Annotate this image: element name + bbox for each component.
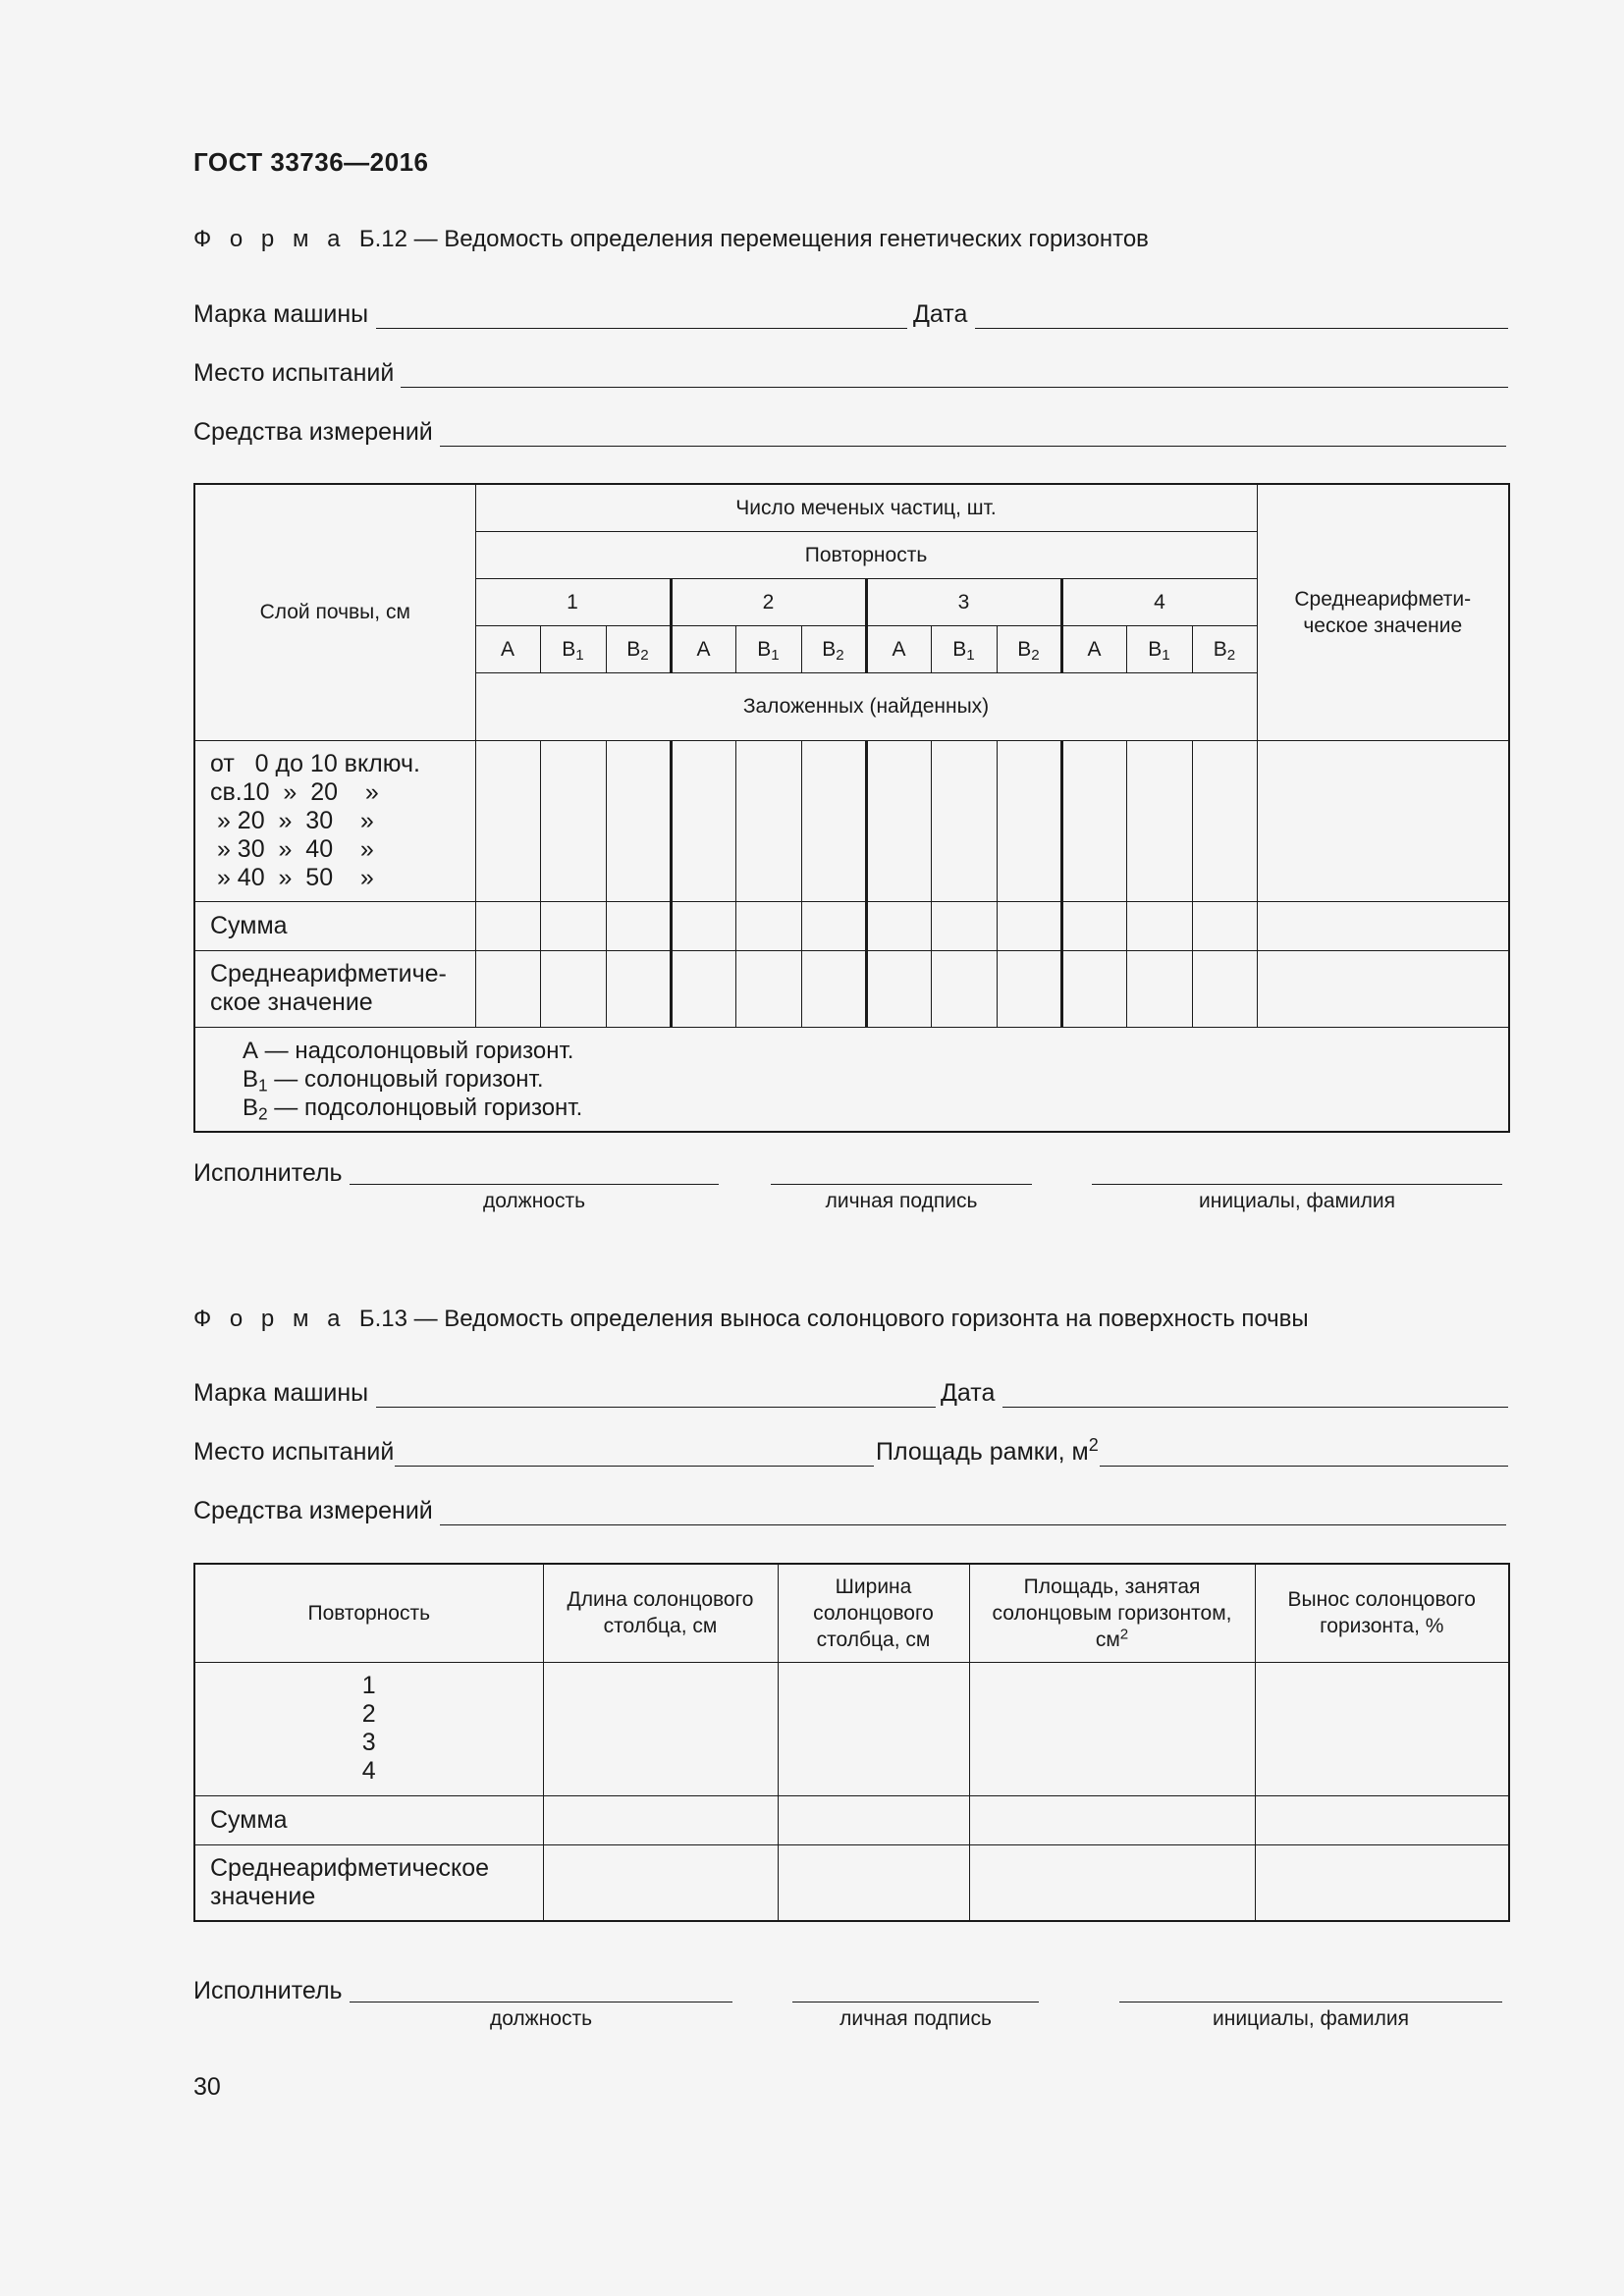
subheader-b2: $В_2$	[801, 625, 866, 672]
data-cell[interactable]	[1126, 901, 1192, 950]
form12-date-label: Дата	[913, 300, 968, 328]
header-repeat: Повторность	[194, 1564, 543, 1662]
data-cell[interactable]	[931, 950, 997, 1027]
form13-machine-field[interactable]	[376, 1407, 936, 1408]
form12-initials-field[interactable]	[1092, 1184, 1502, 1185]
header-repeat-2: 2	[671, 578, 866, 625]
data-cell[interactable]	[475, 740, 540, 901]
subheader-a: А	[475, 625, 540, 672]
form13-date-field[interactable]	[1002, 1407, 1508, 1408]
header-repeat-1: 1	[475, 578, 671, 625]
data-cell[interactable]	[801, 740, 866, 901]
form13-place-field[interactable]	[395, 1466, 874, 1467]
subheader-a: А	[671, 625, 735, 672]
data-cell[interactable]	[540, 740, 606, 901]
subheader-b2: $В_2$	[997, 625, 1061, 672]
form12-means-field[interactable]	[440, 446, 1506, 447]
header-width: Ширина солонцового столбца, см	[778, 1564, 969, 1662]
data-cell[interactable]	[540, 950, 606, 1027]
data-cell[interactable]	[866, 901, 931, 950]
data-cell[interactable]	[1257, 950, 1509, 1027]
form13-place-label: Место испытаний	[193, 1438, 395, 1466]
data-cell[interactable]	[1061, 740, 1126, 901]
form13-means-field[interactable]	[440, 1524, 1506, 1525]
data-cell[interactable]	[543, 1795, 778, 1844]
layer-row: св.10 » 20 »	[210, 777, 379, 806]
data-cell[interactable]	[778, 1795, 969, 1844]
form12-table	[193, 483, 1510, 1133]
data-cell[interactable]	[1061, 901, 1126, 950]
data-cell[interactable]	[969, 1795, 1255, 1844]
data-cell[interactable]	[1257, 740, 1509, 901]
data-cell[interactable]	[931, 740, 997, 901]
subheader-b1: $В_1$	[931, 625, 997, 672]
header-output: Вынос солонцового горизонта, %	[1255, 1564, 1509, 1662]
subheader-b2: $В_2$	[1192, 625, 1257, 672]
legend-a: А — надсолонцовый горизонт.	[243, 1037, 574, 1064]
layers-cell	[194, 740, 475, 901]
form12-date-field[interactable]	[975, 328, 1508, 329]
repeat-row: 1	[361, 1672, 376, 1699]
form13-position-caption: должность	[489, 2007, 593, 2030]
form13-area-field[interactable]	[1100, 1466, 1508, 1467]
header-laid: Заложенных (найденных)	[475, 672, 1257, 740]
header-repeat-3: 3	[866, 578, 1061, 625]
data-cell[interactable]	[1192, 740, 1257, 901]
form12-machine-field[interactable]	[376, 328, 907, 329]
form12-place-field[interactable]	[401, 387, 1508, 388]
data-cell[interactable]	[543, 1844, 778, 1921]
header-particles: Число меченых частиц, шт.	[475, 484, 1257, 531]
document-title: ГОСТ 33736—2016	[193, 147, 429, 177]
header-layer: Слой почвы, см	[194, 484, 475, 740]
legend	[194, 1027, 1509, 1132]
form12-signature-caption: личная подпись	[825, 1190, 978, 1212]
form12-signature-field[interactable]	[771, 1184, 1032, 1185]
header-repeat-4: 4	[1061, 578, 1257, 625]
data-cell[interactable]	[543, 1662, 778, 1795]
data-cell[interactable]	[866, 740, 931, 901]
data-cell[interactable]	[931, 901, 997, 950]
data-cell[interactable]	[1255, 1662, 1509, 1795]
form12-executor-label: Исполнитель	[193, 1159, 343, 1187]
layer-row: » 30 » 40 »	[210, 834, 374, 863]
data-cell[interactable]	[1126, 740, 1192, 901]
form13-executor-label: Исполнитель	[193, 1977, 343, 2004]
data-cell[interactable]	[801, 901, 866, 950]
repeats-cell	[194, 1662, 543, 1795]
data-cell[interactable]	[969, 1844, 1255, 1921]
form12-machine-label: Марка машины	[193, 300, 369, 328]
form13-title	[193, 1306, 1309, 1333]
repeat-row: 4	[361, 1757, 376, 1785]
subheader-b1: $В_1$	[1126, 625, 1192, 672]
data-cell[interactable]	[997, 901, 1061, 950]
data-cell[interactable]	[1126, 950, 1192, 1027]
form13-word: Ф о р м а	[193, 1306, 347, 1332]
data-cell[interactable]	[1061, 950, 1126, 1027]
form13-area-label: Площадь рамки, $м^2$	[876, 1435, 1099, 1466]
data-cell[interactable]	[1192, 901, 1257, 950]
form12-initials-caption: инициалы, фамилия	[1199, 1190, 1395, 1212]
data-cell[interactable]	[866, 950, 931, 1027]
form12-means-label: Средства измерений	[193, 418, 433, 446]
data-cell[interactable]	[778, 1662, 969, 1795]
data-cell[interactable]	[606, 901, 671, 950]
data-cell[interactable]	[969, 1662, 1255, 1795]
form13-machine-label: Марка машины	[193, 1379, 369, 1407]
header-repeat: Повторность	[475, 531, 1257, 578]
data-cell[interactable]	[1255, 1795, 1509, 1844]
data-cell[interactable]	[997, 950, 1061, 1027]
form12-position-caption: должность	[482, 1190, 586, 1212]
form13-initials-caption: инициалы, фамилия	[1213, 2007, 1409, 2030]
subheader-a: А	[1061, 625, 1126, 672]
subheader-b1: $В_1$	[735, 625, 801, 672]
form12-title-text: Б.12 — Ведомость определения перемещения генетических горизонтов	[358, 226, 1149, 252]
data-cell[interactable]	[1192, 950, 1257, 1027]
data-cell[interactable]	[606, 950, 671, 1027]
data-cell[interactable]	[475, 950, 540, 1027]
data-cell[interactable]	[671, 901, 735, 950]
data-cell[interactable]	[671, 950, 735, 1027]
repeat-row: 2	[361, 1700, 376, 1728]
data-cell[interactable]	[475, 901, 540, 950]
form13-date-label: Дата	[941, 1379, 996, 1407]
form13-title-text: Б.13 — Ведомость определения выноса солонцового горизонта на поверхность почвы	[358, 1306, 1309, 1332]
data-cell[interactable]	[1255, 1844, 1509, 1921]
data-cell[interactable]	[735, 901, 801, 950]
data-cell[interactable]	[997, 740, 1061, 901]
form12-word: Ф о р м а	[193, 226, 347, 252]
data-cell[interactable]	[671, 740, 735, 901]
header-average: Среднеарифмети-ческое значение	[1257, 484, 1509, 740]
layer-row: » 40 » 50 »	[210, 863, 374, 891]
data-cell[interactable]	[801, 950, 866, 1027]
subheader-b2: $В_2$	[606, 625, 671, 672]
sum-label: Сумма	[194, 1795, 543, 1844]
form13-signature-caption: личная подпись	[839, 2007, 992, 2030]
data-cell[interactable]	[540, 901, 606, 950]
avg-row-label: Среднеарифметическое значение	[194, 1844, 543, 1921]
header-area: Площадь, занятая солонцовым горизонтом, $см^2$	[969, 1564, 1255, 1662]
legend-b1: $В_1$ — солонцовый горизонт.	[243, 1065, 544, 1095]
sum-label: Сумма	[194, 901, 475, 950]
avg-row-label: Среднеарифметиче-ское значение	[194, 950, 475, 1027]
layer-row: » 20 » 30 »	[210, 806, 374, 834]
data-cell[interactable]	[1257, 901, 1509, 950]
repeat-row: 3	[361, 1729, 376, 1756]
legend-b2: $В_2$ — подсолонцовый горизонт.	[243, 1094, 583, 1124]
form12-title	[193, 226, 1149, 253]
data-cell[interactable]	[735, 950, 801, 1027]
data-cell[interactable]	[606, 740, 671, 901]
subheader-b1: $В_1$	[540, 625, 606, 672]
data-cell[interactable]	[735, 740, 801, 901]
header-length: Длина солонцового столбца, см	[543, 1564, 778, 1662]
page-number: 30	[193, 2073, 221, 2101]
layer-row: от 0 до 10 включ.	[210, 749, 420, 777]
form13-table	[193, 1563, 1510, 1922]
data-cell[interactable]	[778, 1844, 969, 1921]
form13-means-label: Средства измерений	[193, 1497, 433, 1524]
form12-place-label: Место испытаний	[193, 359, 395, 387]
subheader-a: А	[866, 625, 931, 672]
form12-position-field[interactable]	[350, 1184, 719, 1185]
